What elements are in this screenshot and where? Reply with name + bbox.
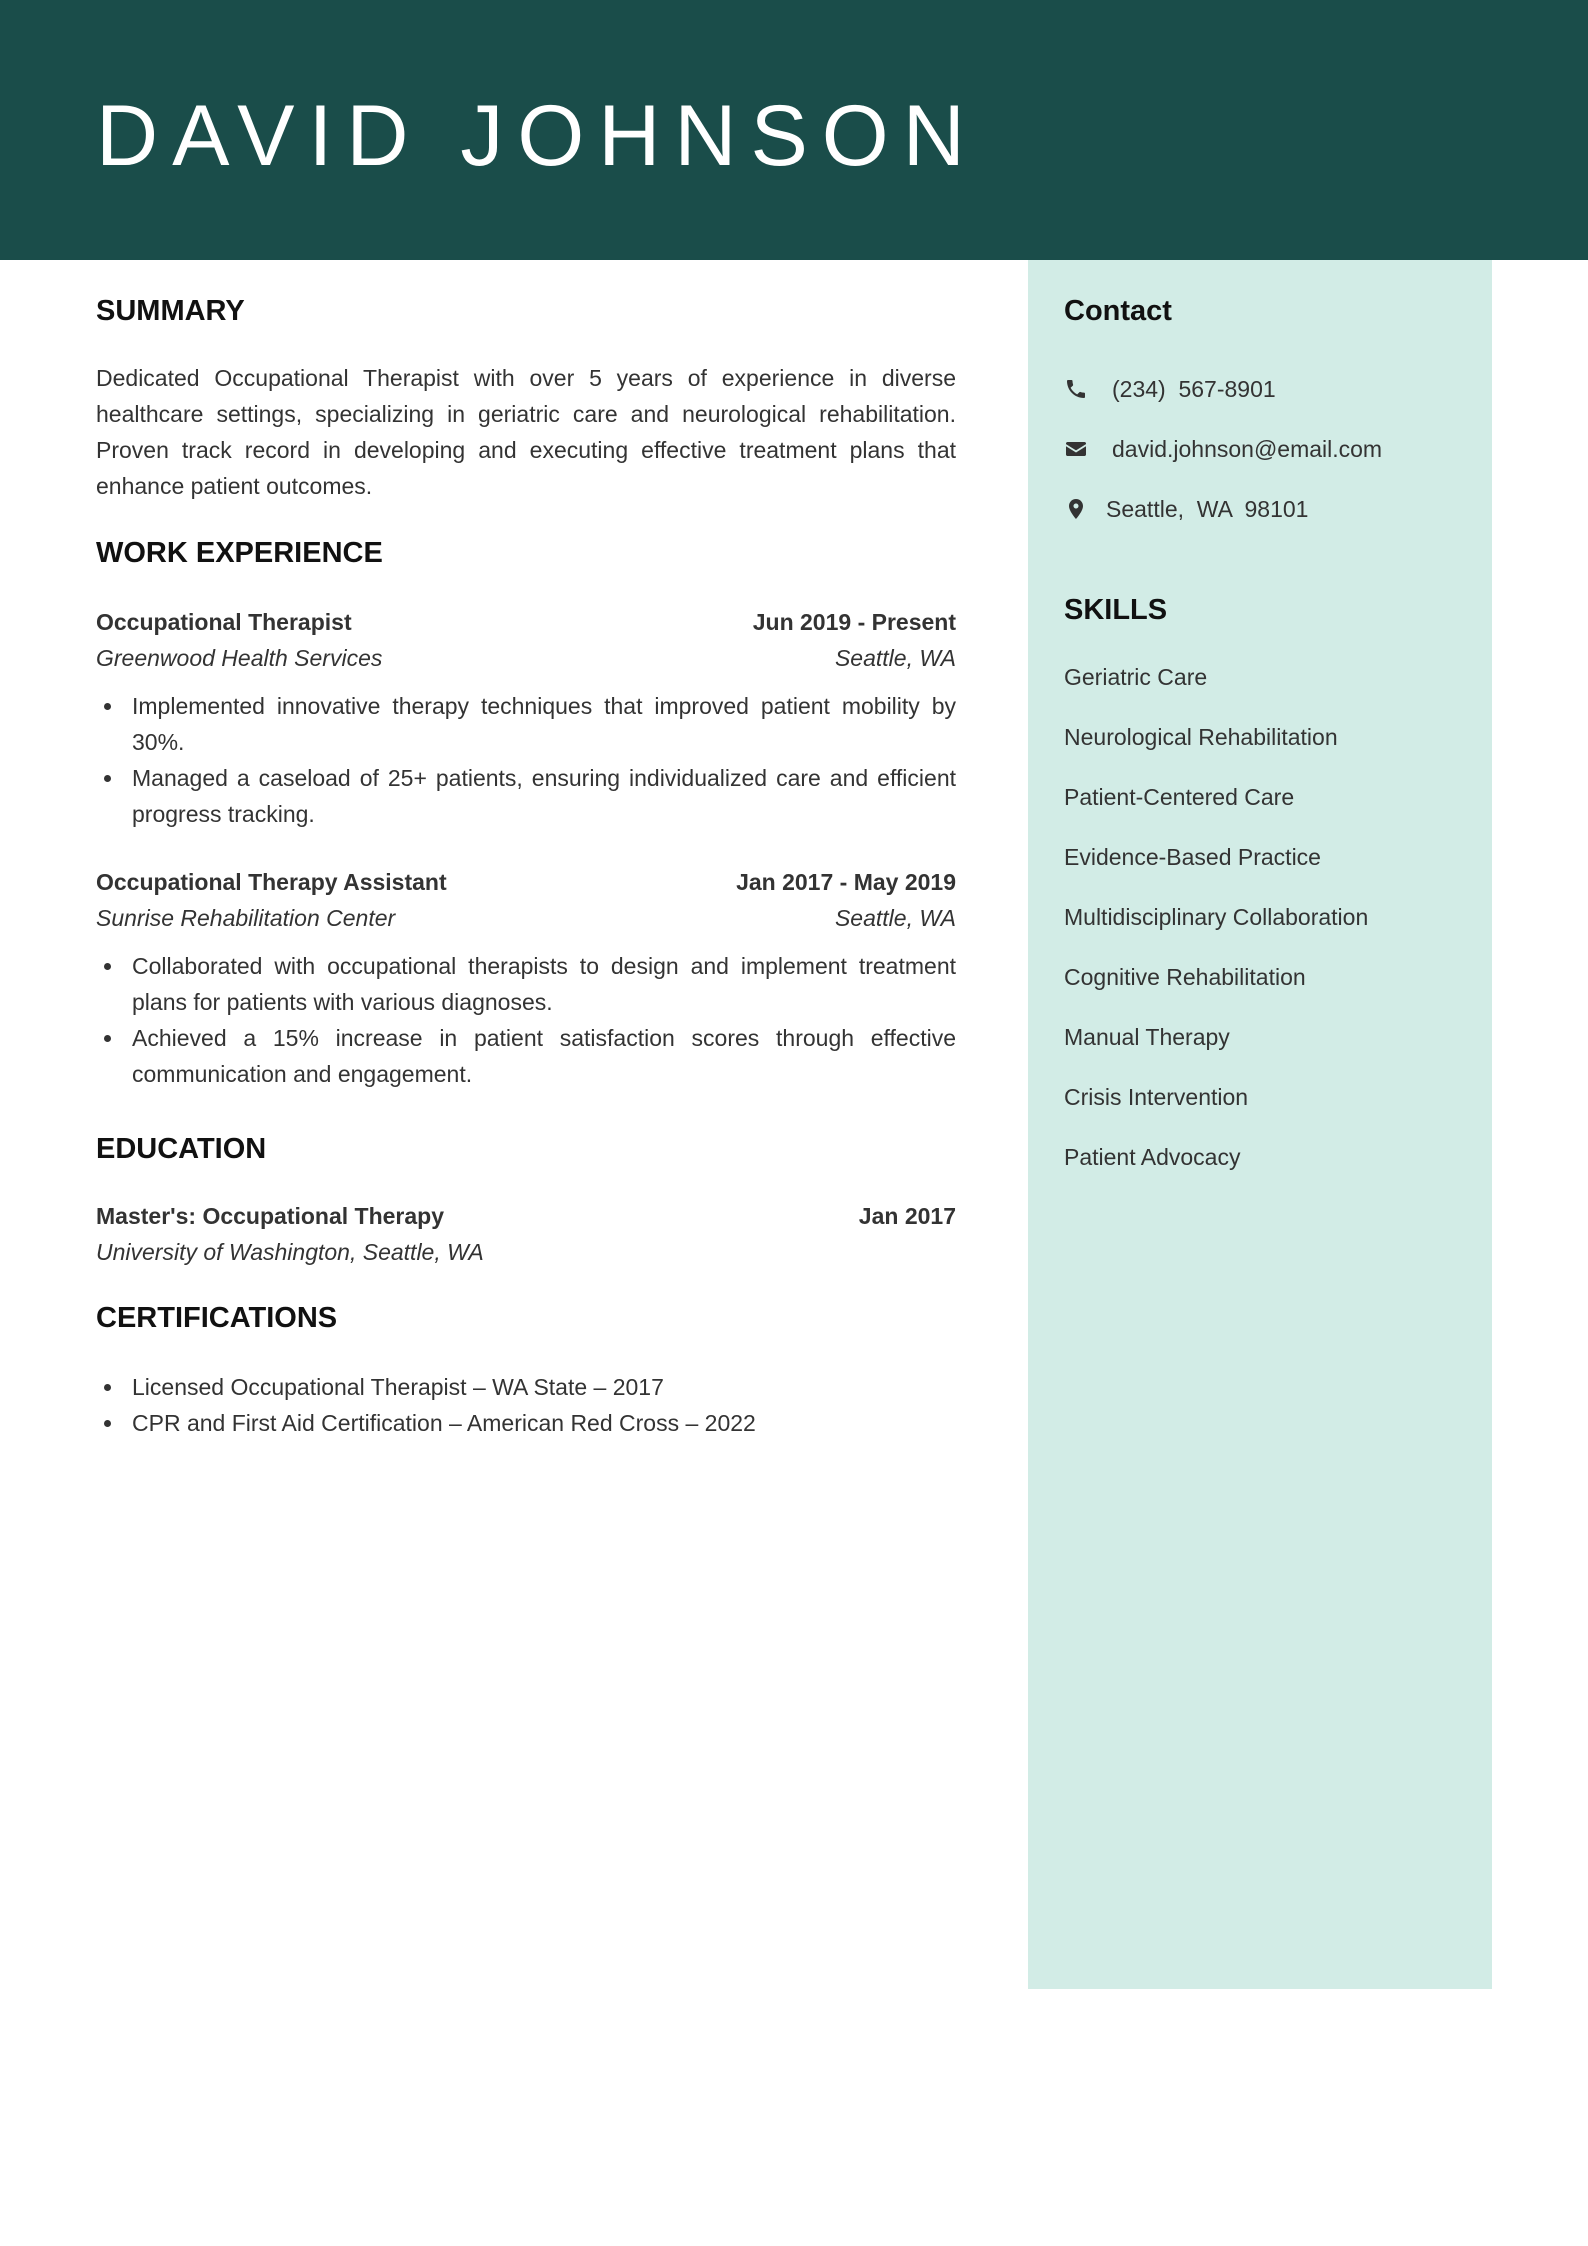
- job-2-location: Seattle, WA: [834, 905, 956, 931]
- job-2-bullet: Achieved a 15% increase in patient satisfaction scores through effective communication and engagement.: [96, 1020, 956, 1092]
- skill-item: Patient Advocacy: [1064, 1144, 1241, 1170]
- contact-email-text[interactable]: david.johnson@email.com: [1112, 436, 1383, 462]
- phone-icon: [1064, 377, 1088, 401]
- skills-heading: SKILLS: [1064, 594, 1168, 626]
- skill-item: Crisis Intervention: [1064, 1084, 1249, 1110]
- education-degree: Master's: Occupational Therapy: [96, 1203, 445, 1229]
- contact-phone: [1064, 371, 1484, 407]
- skill-item: Multidisciplinary Collaboration: [1064, 904, 1369, 930]
- contact-phone-text: (234) 567-8901: [1112, 376, 1276, 402]
- job-2-dates: Jan 2017 - May 2019: [736, 869, 956, 895]
- skill-item: Neurological Rehabilitation: [1064, 724, 1338, 750]
- header-banner: [0, 0, 1588, 260]
- education-heading: EDUCATION: [96, 1133, 267, 1165]
- work-experience-heading: WORK EXPERIENCE: [96, 537, 383, 569]
- job-1-location: Seattle, WA: [834, 645, 956, 671]
- job-2-role: Occupational Therapy Assistant: [96, 869, 447, 895]
- education-date: Jan 2017: [858, 1203, 956, 1229]
- job-2-subheader: [96, 900, 956, 936]
- job-1-dates: Jun 2019 - Present: [752, 609, 956, 635]
- job-1-bullets: [96, 688, 956, 832]
- skill-item: Manual Therapy: [1064, 1024, 1230, 1050]
- job-1-subheader: [96, 640, 956, 676]
- skill-item: Patient-Centered Care: [1064, 784, 1295, 810]
- skill-item: Cognitive Rehabilitation: [1064, 964, 1306, 990]
- summary-heading: SUMMARY: [96, 295, 245, 327]
- certification-item: Licensed Occupational Therapist – WA State – 2017: [96, 1369, 956, 1405]
- map-pin-icon: [1064, 497, 1088, 521]
- job-2-bullets: [96, 948, 956, 1092]
- certifications-heading: CERTIFICATIONS: [96, 1302, 338, 1334]
- contact-location-text: Seattle, WA 98101: [1106, 496, 1309, 522]
- skill-item: Evidence-Based Practice: [1064, 844, 1321, 870]
- job-2-company: Sunrise Rehabilitation Center: [96, 905, 396, 931]
- certifications-list: [96, 1369, 956, 1441]
- job-1-company: Greenwood Health Services: [96, 645, 383, 671]
- candidate-name: DAVID JOHNSON: [96, 88, 979, 184]
- summary-text: Dedicated Occupational Therapist with over 5 years of experience in diverse healthcare settings, specializing in geriatric care and neurological rehabilitation. Proven track record in developing and executing effective treatment plans that enhance patient outcomes.: [96, 365, 956, 499]
- job-1-bullet: Implemented innovative therapy techniques that improved patient mobility by 30%.: [96, 688, 956, 760]
- education-header: [96, 1198, 956, 1234]
- skill-item: Geriatric Care: [1064, 664, 1208, 690]
- job-1-header: [96, 604, 956, 640]
- certification-item: CPR and First Aid Certification – American Red Cross – 2022: [96, 1405, 956, 1441]
- job-2-header: [96, 864, 956, 900]
- job-1-bullet: Managed a caseload of 25+ patients, ensuring individualized care and efficient progress tracking.: [96, 760, 956, 832]
- job-2-bullet: Collaborated with occupational therapists to design and implement treatment plans for patients with various diagnoses.: [96, 948, 956, 1020]
- contact-email: [1064, 431, 1484, 467]
- contact-heading: Contact: [1064, 295, 1172, 327]
- job-1-role: Occupational Therapist: [96, 609, 352, 635]
- contact-location: [1064, 491, 1484, 527]
- education-subheader: [96, 1234, 956, 1270]
- education-school: University of Washington, Seattle, WA: [96, 1239, 484, 1265]
- envelope-icon: [1064, 437, 1088, 461]
